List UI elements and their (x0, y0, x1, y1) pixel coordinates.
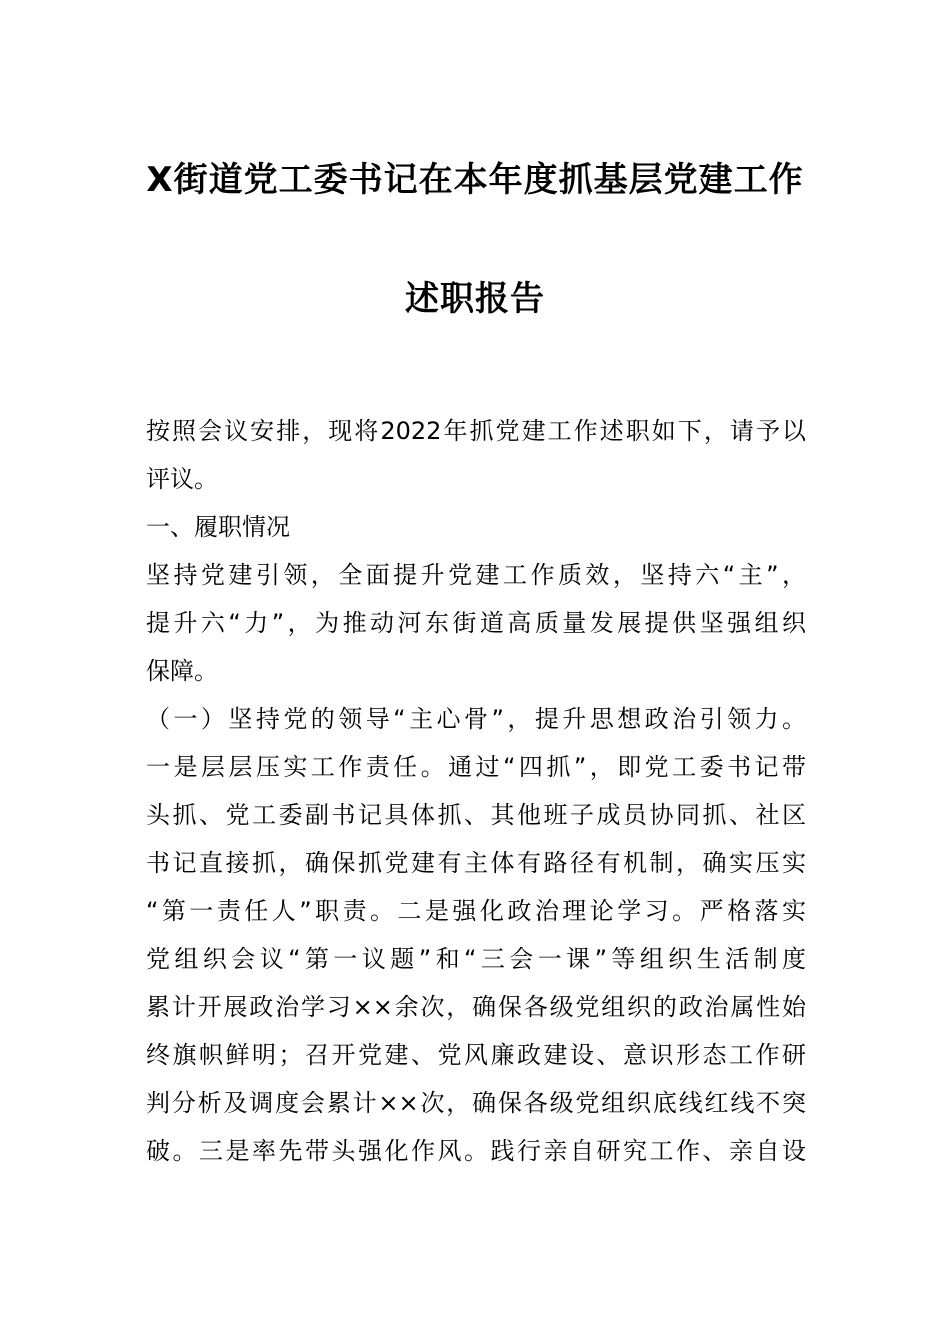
body-line: 累计开展政治学习××余次，确保各级党组织的政治属性始 (146, 993, 806, 1021)
body-line: 提升六“力”，为推动河东街道高质量发展提供坚强组织 (146, 609, 806, 637)
subsection-heading: （一）坚持党的领导“主心骨”，提升思想政治引领力。 (146, 705, 806, 733)
body-line: 头抓、党工委副书记具体抓、其他班子成员协同抓、社区 (146, 801, 806, 829)
body-line: 评议。 (146, 465, 218, 493)
body-line: 坚持党建引领，全面提升党建工作质效，坚持六“主”， (146, 561, 806, 589)
body-line: 终旗帜鲜明；召开党建、党风廉政建设、意识形态工作研 (146, 1041, 806, 1069)
document-title-line-2: 述职报告 (405, 279, 545, 319)
body-line: 书记直接抓，确保抓党建有主体有路径有机制，确实压实 (146, 849, 806, 877)
body-line: 按照会议安排，现将2022年抓党建工作述职如下，请予以 (146, 417, 806, 445)
section-heading: 一、履职情况 (146, 513, 290, 541)
document-title-line-1: X街道党工委书记在本年度抓基层党建工作 (146, 160, 804, 200)
body-line: 破。三是率先带头强化作风。践行亲自研究工作、亲自设 (146, 1137, 806, 1165)
document-body (146, 407, 806, 1175)
body-line: 判分析及调度会累计××次，确保各级党组织底线红线不突 (146, 1089, 806, 1117)
body-line: 保障。 (146, 657, 218, 685)
body-line: 党组织会议“第一议题”和“三会一课”等组织生活制度 (146, 945, 806, 973)
body-line: “第一责任人”职责。二是强化政治理论学习。严格落实 (146, 897, 806, 925)
body-line: 一是层层压实工作责任。通过“四抓”，即党工委书记带 (146, 753, 806, 781)
